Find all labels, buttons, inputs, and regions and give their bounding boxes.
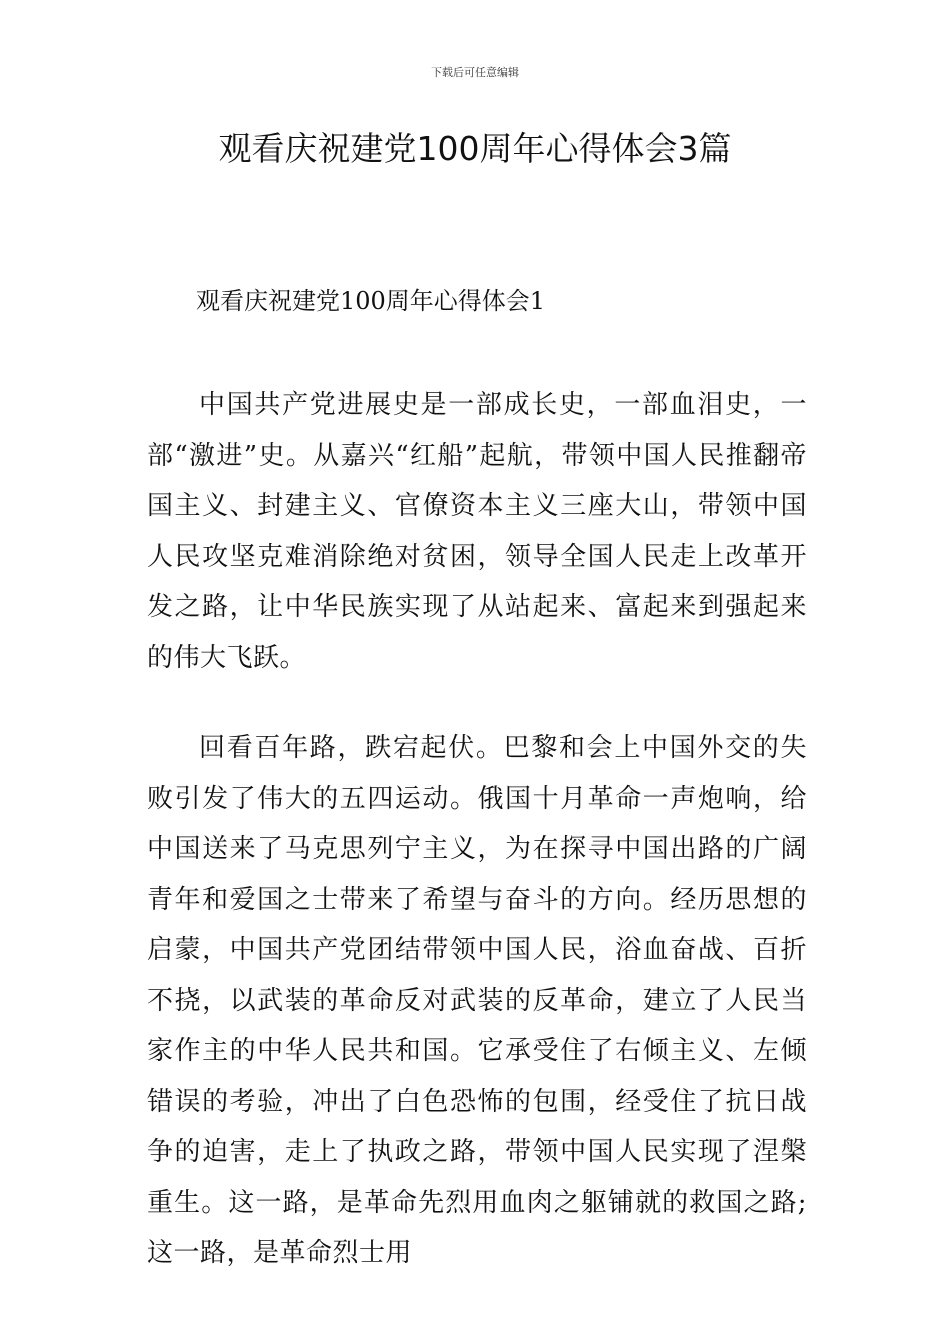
header-note: 下载后可任意编辑: [431, 66, 519, 79]
body-paragraph-1: 中国共产党进展史是一部成长史，一部血泪史，一部“激进”史。从嘉兴“红船”起航，带领中国人民推翻帝国主义、封建主义、官僚资本主义三座大山，带领中国人民攻坚克难消除绝对贫困，领导全国人民走上改革开发之路，让中华民族实现了从站起来、富起来到强起来的伟大飞跃。: [147, 390, 807, 673]
document-title: 观看庆祝建党100周年心得体会3篇: [218, 129, 732, 168]
body-paragraph-2: 回看百年路，跌宕起伏。巴黎和会上中国外交的失败引发了伟大的五四运动。俄国十月革命一声炮响，给中国送来了马克思列宁主义，为在探寻中国出路的广阔青年和爱国之士带来了希望与奋斗的方向。经历思想的启蒙，中国共产党团结带领中国人民，浴血奋战、百折不挠，以武装的革命反对武装的反革命，建立了人民当家作主的中华人民共和国。它承受住了右倾主义、左倾错误的考验，冲出了白色恐怖的包围，经受住了抗日战争的迫害，走上了执政之路，带领中国人民实现了涅槃重生。这一路，是革命先烈用血肉之躯铺就的救国之路;这一路，是革命烈士用: [147, 733, 807, 1268]
section-heading: 观看庆祝建党100周年心得体会1: [196, 287, 546, 315]
